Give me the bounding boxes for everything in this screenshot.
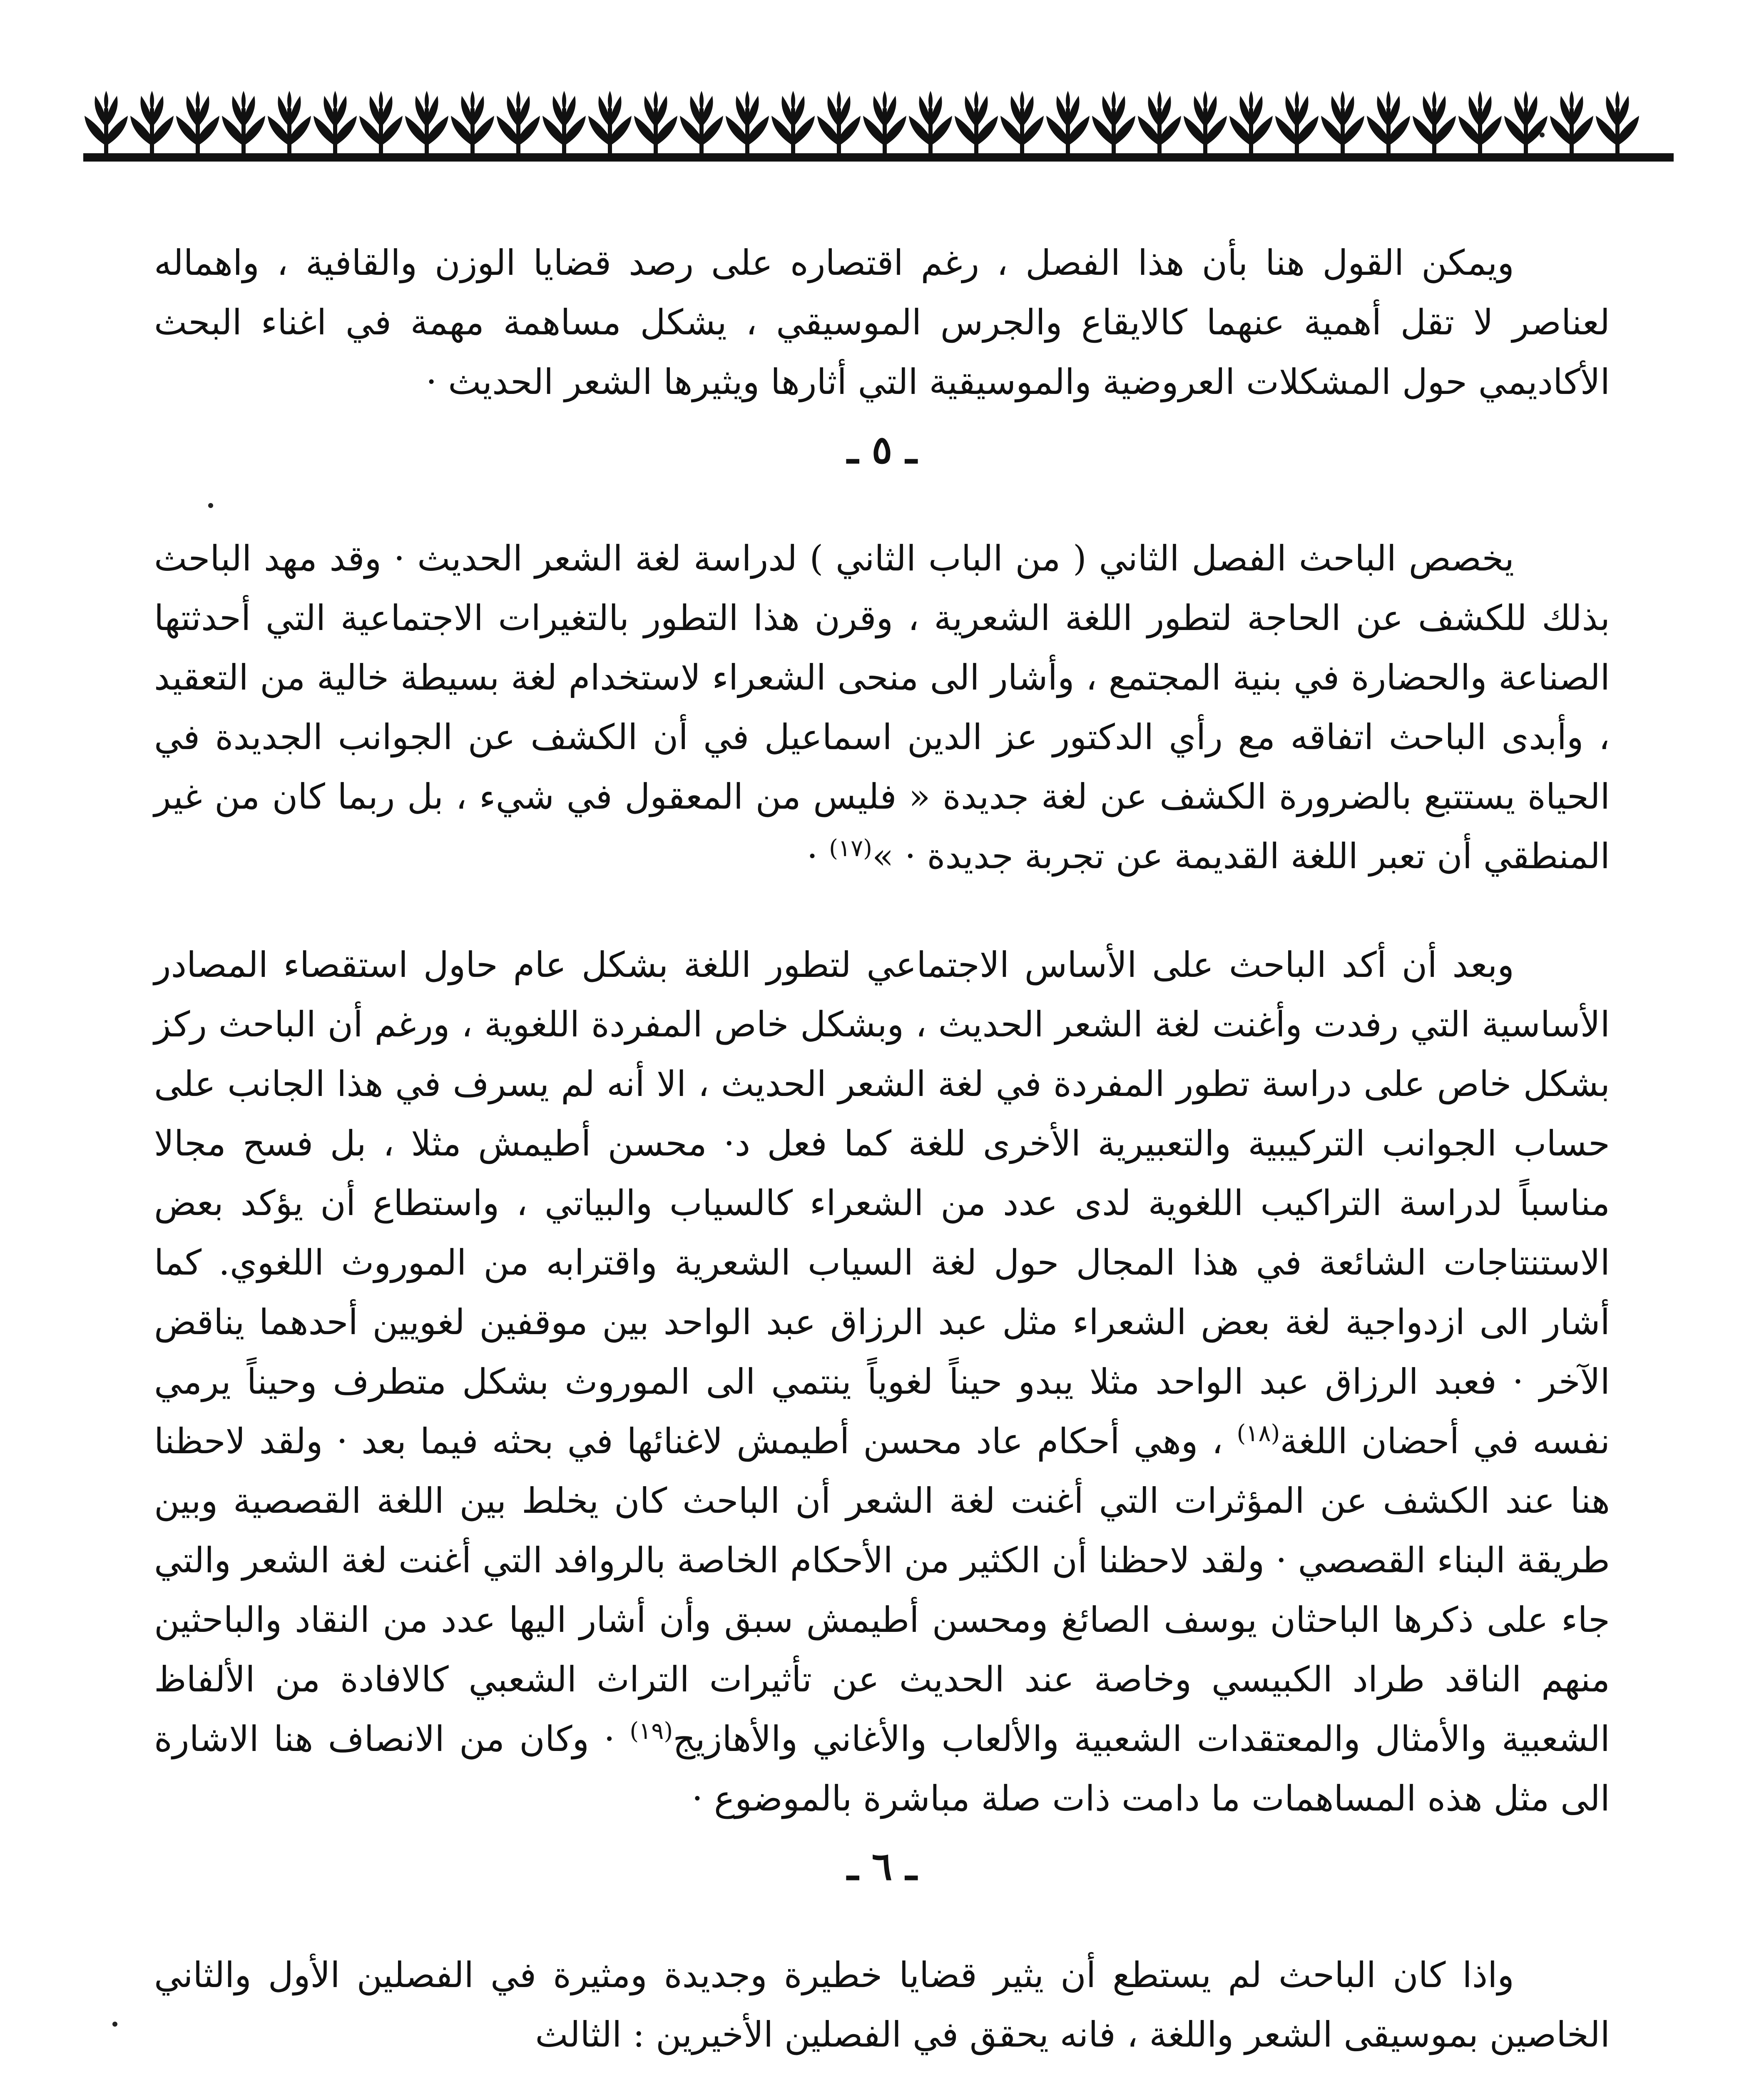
ornament-leaf-icon (817, 91, 861, 156)
stray-mark (208, 503, 213, 508)
footnote-ref-18: (١٨) (1237, 1420, 1280, 1447)
stray-mark (112, 2022, 117, 2027)
ornament-leaf-icon (313, 91, 357, 156)
section-number-6: ـ ٦ ـ (847, 1844, 917, 1889)
paragraph-2-text: يخصص الباحث الفصل الثاني ( من الباب الثاني ) لدراسة لغة الشعر الحديث · وقد مهد الباحث بذلك للكشف عن الحاجة لتطور اللغة الشعرية ، وقرن هذا التطور بالتغيرات الاجتماعية التي أحدثتها الصناعة والحضارة في بنية المجتمع ، وأشار الى منحى الشعراء لاستخدام لغة بسيطة خالية من التعقيد ، وأبدى الباحث اتفاقه مع رأي الدكتور عز الدين اسماعيل في أن الكشف عن الجوانب الجديدة في الحياة يستتبع بالضرورة الكشف عن لغة جديدة « فليس من المعقول في شيء ، بل ربما كان من غير المنطقي أن تعبر اللغة القديمة عن تجربة جديدة · » (154, 538, 1610, 877)
ornament-leaf-icon (863, 91, 906, 156)
footnote-ref-17: (١٧) (829, 835, 872, 862)
stray-mark (1540, 132, 1545, 137)
paragraph-2 (154, 529, 1610, 886)
paragraph-1: ويمكن القول هنا بأن هذا الفصل ، رغم اقتصاره على رصد قضايا الوزن والقافية ، واهماله لعناصر لا تقل أهمية عنهما كالايقاع والجرس الموسيقي ، يشكل مساهمة مهمة في اغناء البحث الأكاديمي حول المشكلات العروضية والموسيقية التي أثارها ويثيرها الشعر الحديث · (154, 242, 1610, 402)
paragraph-2-tail: · (806, 836, 829, 877)
article-body (154, 233, 1610, 2065)
section-number-5: ـ ٥ ـ (847, 427, 917, 472)
ornament-leaf-icon (542, 91, 586, 156)
ornament-leaf-icon (497, 91, 540, 156)
ornament-leaf-icon (1550, 91, 1593, 156)
ornament-leaf-icon (1184, 91, 1227, 156)
ornament-leaf-icon (1275, 91, 1319, 156)
ornament-leaf-icon (268, 91, 311, 156)
ornament-leaf-icon (176, 91, 219, 156)
ornament-leaf-icon (909, 91, 952, 156)
ornament-leaf-icon (1138, 91, 1181, 156)
ornament-leaf-icon (1458, 91, 1502, 156)
ornament-leaf-icon (1229, 91, 1273, 156)
ornament-leaf-icon (1596, 91, 1639, 156)
paragraph-3-part-2: ، وهي أحكام عاد محسن أطيمش لاغنائها في بحثه فيما بعد · ولقد لاحظنا هنا عند الكشف عن المؤثرات التي أغنت لغة الشعر أن الباحث كان يخلط بين اللغة القصصية وبين طريقة البناء القصصي · ولقد لاحظنا أن الكثير من الأحكام الخاصة بالروافد التي أغنت لغة الشعر والتي جاء على ذكرها الباحثان يوسف الصائغ ومحسن أطيمش سبق وأن أشار اليها عدد من النقاد والباحثين منهم الناقد طراد الكبيسي وخاصة عند الحديث عن تأثيرات التراث الشعبي كالافادة من الألفاظ الشعبية والأمثال والمعتقدات الشعبية والألعاب والأغاني والأهازيج (154, 1421, 1610, 1759)
ornament-leaf-icon (130, 91, 174, 156)
ornament-leaf-icon (1092, 91, 1135, 156)
ornament-leaf-icon (1046, 91, 1090, 156)
ornament-leaf-icon (85, 91, 128, 156)
ornament-leaf-icon (726, 91, 769, 156)
ornament-leaf-icon (222, 91, 265, 156)
ornament-leaf-icon (955, 91, 998, 156)
ornament-leaf-icon (359, 91, 403, 156)
ornament-leaf-icon (1367, 91, 1410, 156)
ornament-leaf-icon (771, 91, 815, 156)
ornament-base-band (83, 153, 1674, 162)
decorative-border-icon (83, 83, 1674, 162)
ornament-leaf-icon (1413, 91, 1456, 156)
ornament-leaf-icon (1000, 91, 1044, 156)
paragraph-3-part-1: وبعد أن أكد الباحث على الأساس الاجتماعي لتطور اللغة بشكل عام حاول استقصاء المصادر الأساسية التي رفدت وأغنت لغة الشعر الحديث ، وبشكل خاص المفردة اللغوية ، ورغم أن الباحث ركز بشكل خاص على دراسة تطور المفردة في لغة الشعر الحديث ، الا أنه لم يسرف في هذا الجانب على حساب الجوانب التركيبية والتعبيرية الأخرى للغة كما فعل د· محسن أطيمش مثلا ، بل فسح مجالا مناسباً لدراسة التراكيب اللغوية لدى عدد من الشعراء كالسياب والبياتي ، واستطاع أن يؤكد بعض الاستنتاجات الشائعة في هذا المجال حول لغة السياب الشعرية واقترابه من الموروث اللغوي. كما أشار الى ازدواجية لغة بعض الشعراء مثل عبد الرزاق عبد الواحد بين موقفين لغويين أحدهما يناقض الآخر · فعبد الرزاق عبد الواحد مثلا يبدو حيناً لغوياً ينتمي الى الموروث بشكل متطرف وحيناً يرمي نفسه في أحضان اللغة (154, 944, 1610, 1462)
ornament-leaf-icon (1321, 91, 1364, 156)
ornament-leaf-icon (451, 91, 494, 156)
ornament-leaf-icon (1504, 91, 1548, 156)
paragraph-4: واذا كان الباحث لم يستطع أن يثير قضايا خطيرة وجديدة ومثيرة في الفصلين الأول والثاني الخاصين بموسيقى الشعر واللغة ، فانه يحقق في الفصلين الأخيرين : الثالث (154, 1955, 1610, 2055)
decorative-border (83, 83, 1674, 162)
paragraph-3 (154, 935, 1610, 1828)
paragraph-3-part-3: · وكان من الانصاف هنا الاشارة الى مثل هذه المساهمات ما دامت ذات صلة مباشرة بالموضوع · (154, 1718, 1610, 1819)
footnote-ref-19: (١٩) (629, 1718, 673, 1745)
ornament-leaf-icon (588, 91, 632, 156)
ornament-leaf-icon (634, 91, 677, 156)
ornament-leaf-icon (405, 91, 448, 156)
ornament-leaf-icon (680, 91, 723, 156)
